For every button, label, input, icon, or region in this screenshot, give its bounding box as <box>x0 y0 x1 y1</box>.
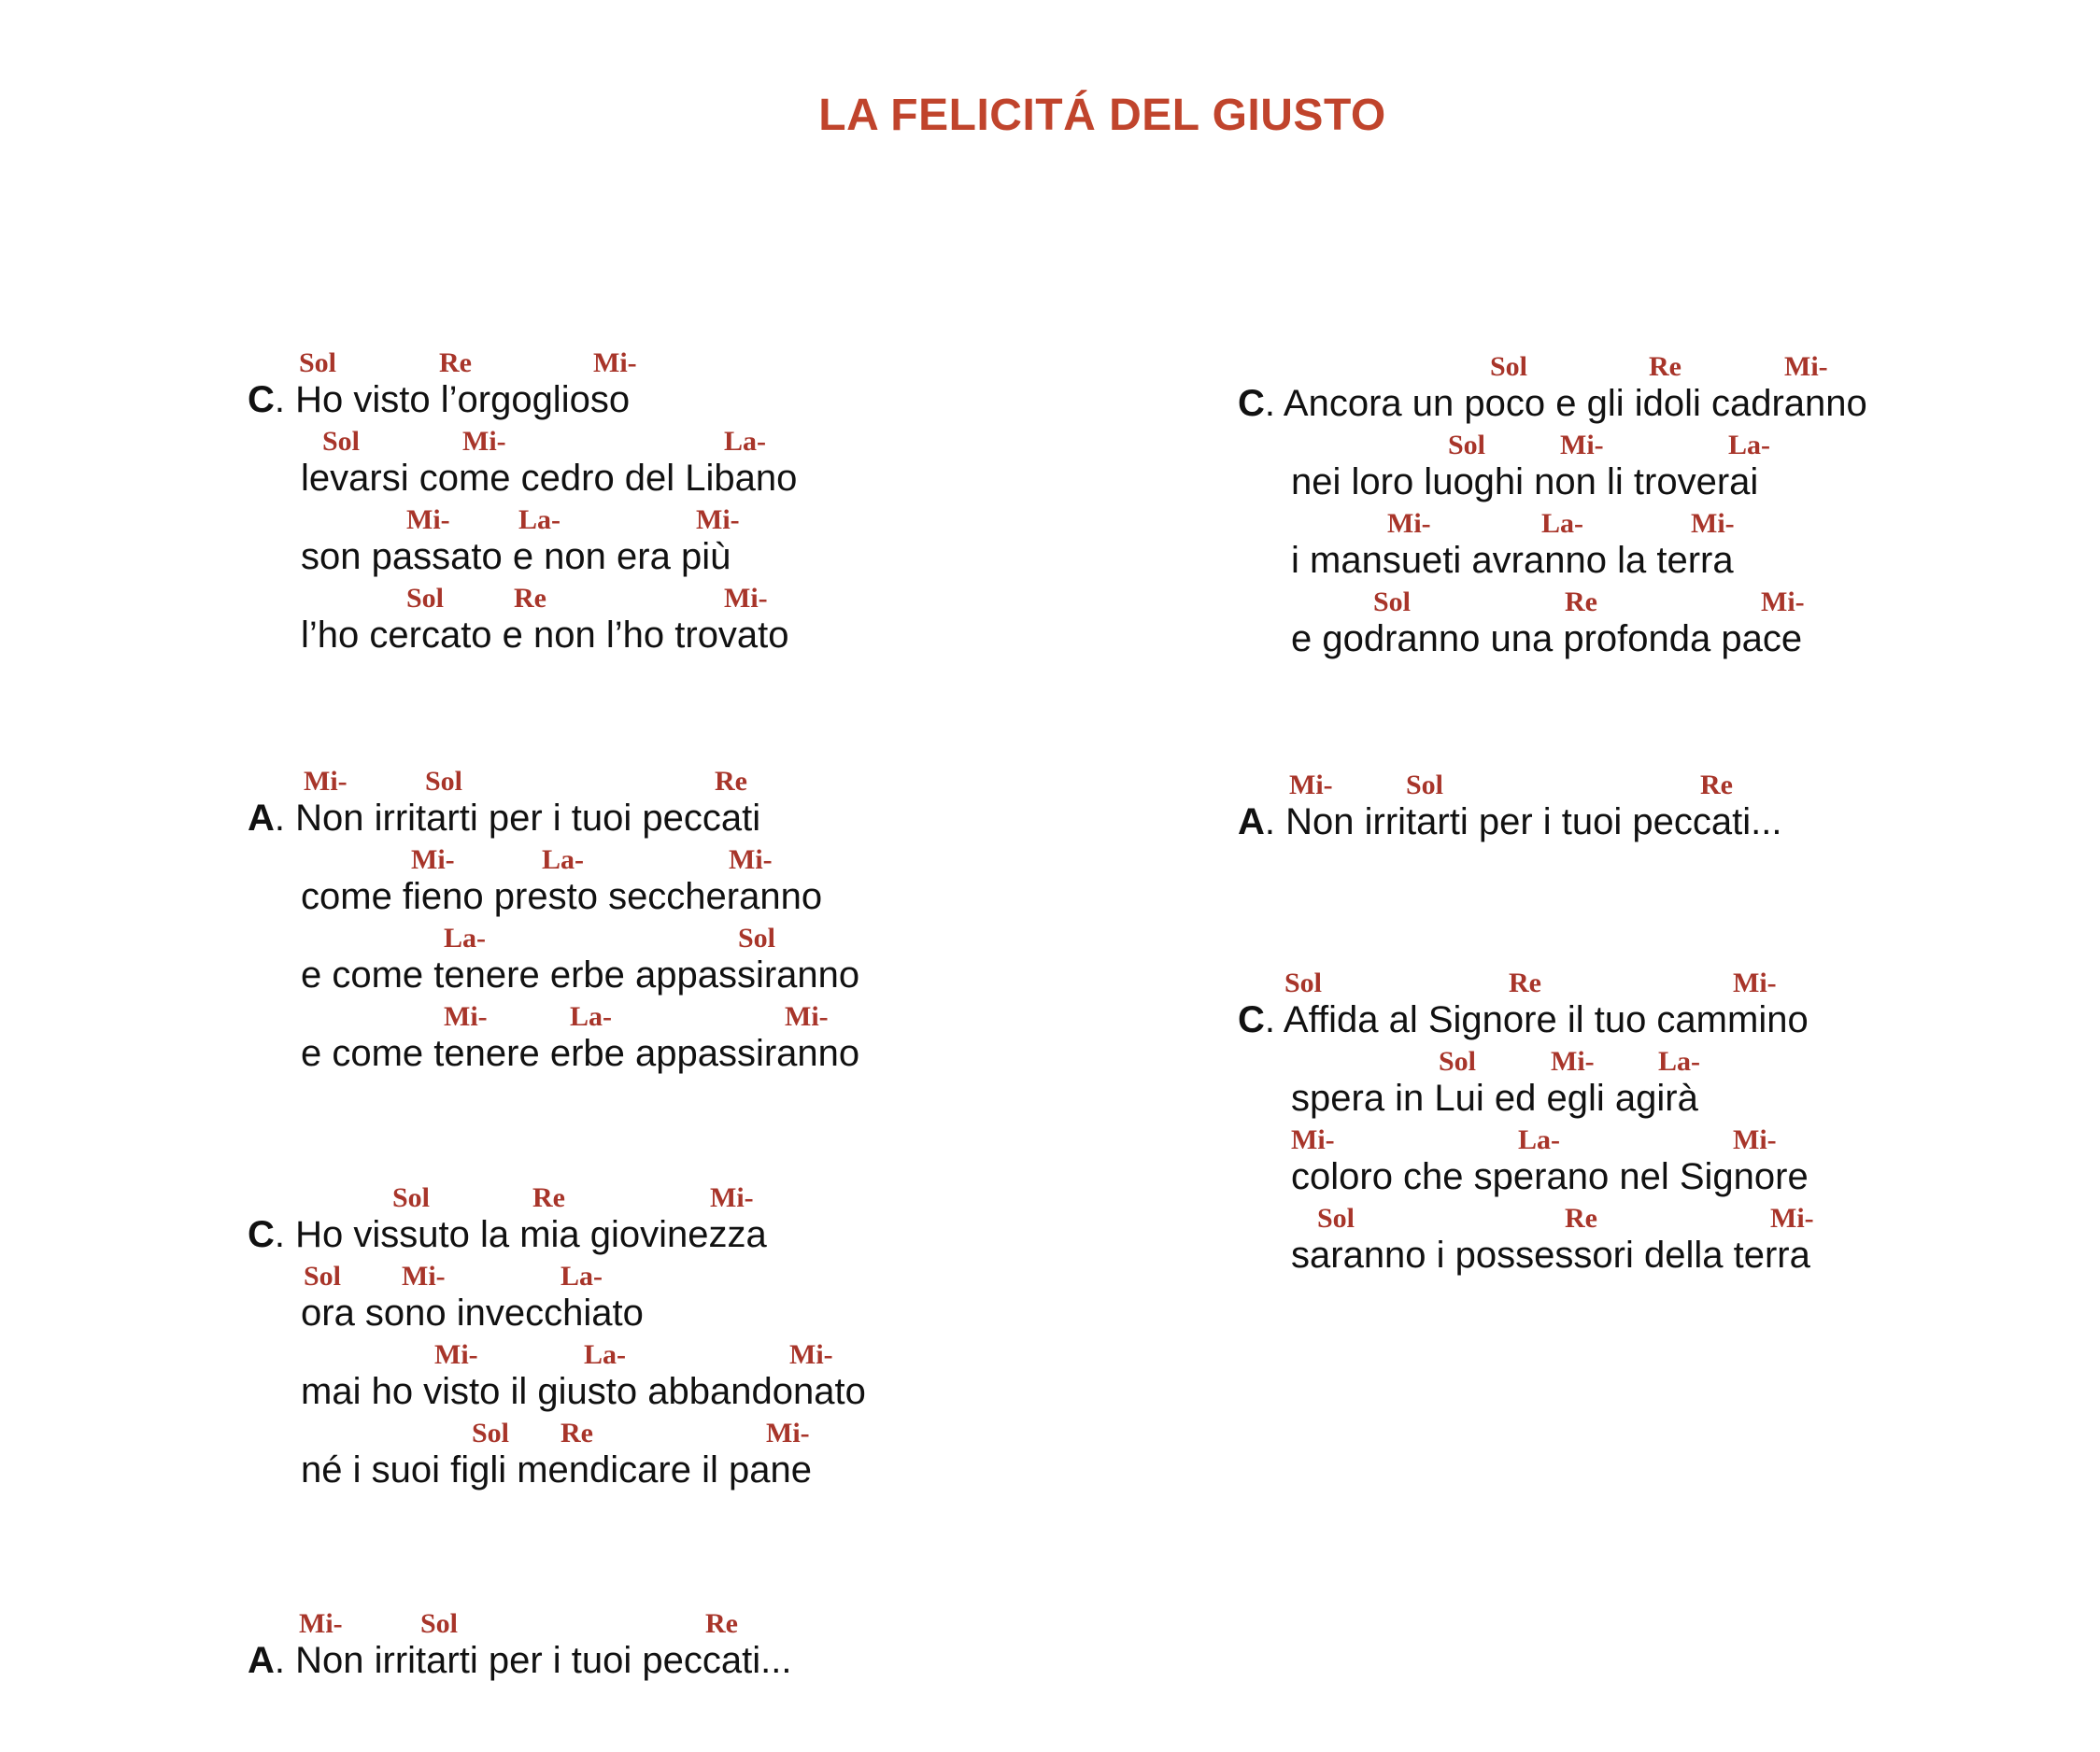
chord-label: Mi- <box>766 1418 810 1448</box>
chord-row <box>248 1261 1088 1293</box>
chord-label: Sol <box>1406 770 1444 800</box>
chord-row <box>1238 586 2079 618</box>
chord-label: Sol <box>299 347 337 378</box>
verse-line <box>1238 1203 2079 1281</box>
chord-label: La- <box>1728 430 1770 460</box>
chord-label: Sol <box>1490 351 1528 382</box>
chord-label: Mi- <box>1387 508 1431 539</box>
chord-label: Re <box>560 1418 593 1448</box>
lyric-text: e come tenere erbe appassiranno <box>301 954 860 996</box>
chord-label: Mi- <box>406 504 450 535</box>
section-marker: C <box>1238 383 1265 424</box>
lyric-line: Ho visto l’orgoglioso <box>295 379 631 420</box>
lyric-text <box>1238 801 1781 843</box>
lyric-text <box>248 798 760 840</box>
chord-label: Mi- <box>1289 770 1333 800</box>
chord-label: Mi- <box>710 1182 754 1213</box>
verse-line <box>248 583 1088 661</box>
section-marker-dot: . <box>1264 999 1284 1040</box>
section-marker-dot: . <box>1264 383 1284 424</box>
chord-label: Mi- <box>299 1608 343 1639</box>
chord-label: Mi- <box>444 1001 488 1032</box>
verse-line <box>248 504 1088 583</box>
chord-label: Mi- <box>411 844 455 875</box>
chord-label: Sol <box>1448 430 1486 460</box>
chord-label: Mi- <box>402 1261 446 1292</box>
chord-label: Mi- <box>1560 430 1604 460</box>
lyric-text: i mansueti avranno la terra <box>1291 540 1734 581</box>
section-marker: A <box>248 798 275 839</box>
verse-line <box>248 1001 1088 1080</box>
lyric-text: come fieno presto seccheranno <box>301 876 823 917</box>
chord-label: La- <box>1518 1124 1560 1155</box>
lyric-text: nei loro luoghi non li troverai <box>1291 461 1759 502</box>
chord-label: La- <box>542 844 584 875</box>
lyric-text <box>1238 999 1809 1041</box>
section-marker: A <box>248 1640 275 1681</box>
chord-label: Mi- <box>1784 351 1828 382</box>
verse-line <box>248 766 1088 844</box>
chord-label: Sol <box>420 1608 459 1639</box>
verse-line <box>248 426 1088 504</box>
verse-line <box>248 1261 1088 1339</box>
lyric-line: Non irritarti per i tuoi peccati... <box>295 1640 792 1681</box>
verse-line <box>1238 430 2079 508</box>
chord-label: Re <box>1565 586 1597 617</box>
chord-row <box>1238 1046 2079 1078</box>
chord-label: Mi- <box>593 347 637 378</box>
chord-row <box>248 1608 1088 1640</box>
verse-line <box>1238 1124 2079 1203</box>
chord-label: Mi- <box>304 766 348 797</box>
section-marker: C <box>1238 999 1265 1040</box>
chord-label: Sol <box>425 766 463 797</box>
chord-label: Sol <box>322 426 361 457</box>
chord-label: Sol <box>738 923 776 954</box>
chord-label: Re <box>1700 770 1733 800</box>
chord-label: Sol <box>304 1261 342 1292</box>
verse-line <box>248 1182 1088 1261</box>
verse-line <box>248 1418 1088 1496</box>
verse-line <box>1238 508 2079 586</box>
chord-label: La- <box>724 426 766 457</box>
section-marker: C <box>248 1214 275 1255</box>
chord-label: Mi- <box>1691 508 1735 539</box>
section-marker-dot: . <box>1264 801 1286 842</box>
section-marker-dot: . <box>274 1214 296 1255</box>
chord-row <box>1238 968 2079 999</box>
lyric-line: Ancora un poco e gli idoli cadranno <box>1283 383 1867 424</box>
chord-label: Mi- <box>696 504 740 535</box>
lyric-text: ora sono invecchiato <box>301 1293 644 1334</box>
chord-row <box>248 1418 1088 1449</box>
chord-label: Re <box>532 1182 565 1213</box>
lyric-text: saranno i possessori della terra <box>1291 1235 1810 1276</box>
verse-line <box>248 844 1088 923</box>
section-marker-dot: . <box>274 1640 296 1681</box>
verse-line <box>1238 1046 2079 1124</box>
chord-row <box>1238 508 2079 540</box>
chord-row <box>1238 430 2079 461</box>
chord-label: Sol <box>1439 1046 1477 1077</box>
lyric-text <box>248 379 630 421</box>
lyric-text <box>1238 383 1867 425</box>
verse-line <box>248 1608 1088 1687</box>
lyric-text: né i suoi figli mendicare il pane <box>301 1449 812 1491</box>
chord-row <box>1238 351 2079 383</box>
chord-label: Mi- <box>1761 586 1805 617</box>
chord-label: Mi- <box>434 1339 478 1370</box>
lyric-line: Ho vissuto la mia giovinezza <box>295 1214 767 1255</box>
chord-label: Re <box>1649 351 1681 382</box>
chord-label: Mi- <box>729 844 773 875</box>
lyric-text <box>248 1640 791 1682</box>
lyric-line: Non irritarti per i tuoi peccati <box>295 798 761 839</box>
chord-label: La- <box>444 923 486 954</box>
chord-label: Sol <box>1284 968 1323 998</box>
lyric-text: son passato e non era più <box>301 536 731 577</box>
chord-label: Re <box>705 1608 738 1639</box>
section-marker-dot: . <box>274 379 296 420</box>
chord-label: Re <box>439 347 472 378</box>
chord-row <box>248 923 1088 954</box>
chord-label: La- <box>560 1261 603 1292</box>
song-title: LA FELICITÁ DEL GIUSTO <box>818 91 1386 140</box>
lyric-text: l’ho cercato e non l’ho trovato <box>301 615 789 656</box>
chord-label: Re <box>514 583 546 614</box>
chord-label: Mi- <box>1551 1046 1595 1077</box>
chord-label: Mi- <box>462 426 506 457</box>
lyric-text: mai ho visto il giusto abbandonato <box>301 1371 866 1412</box>
section-marker: A <box>1238 801 1265 842</box>
chord-row <box>248 583 1088 615</box>
chord-label: Mi- <box>1733 1124 1777 1155</box>
verse-line <box>1238 770 2079 848</box>
lyric-text: e come tenere erbe appassiranno <box>301 1033 860 1074</box>
lyric-text: levarsi come cedro del Libano <box>301 458 798 499</box>
chord-label: Mi- <box>1733 968 1777 998</box>
chord-label: La- <box>1658 1046 1700 1077</box>
chord-label: Sol <box>406 583 445 614</box>
chord-label: La- <box>518 504 560 535</box>
chord-label: La- <box>570 1001 612 1032</box>
chord-label: Mi- <box>1291 1124 1335 1155</box>
lyric-line: Affida al Signore il tuo cammino <box>1283 999 1809 1040</box>
verse-line <box>248 347 1088 426</box>
chord-row <box>248 1182 1088 1214</box>
chord-row <box>248 347 1088 379</box>
verse-line <box>248 923 1088 1001</box>
chord-label: La- <box>1541 508 1583 539</box>
chord-label: Sol <box>1317 1203 1355 1234</box>
verse-line <box>1238 586 2079 665</box>
chord-row <box>248 426 1088 458</box>
chord-label: Sol <box>1373 586 1412 617</box>
chord-label: Mi- <box>724 583 768 614</box>
chord-row <box>1238 1203 2079 1235</box>
chord-row <box>248 1001 1088 1033</box>
chord-row <box>248 504 1088 536</box>
chord-row <box>1238 1124 2079 1156</box>
chord-label: Mi- <box>785 1001 829 1032</box>
verse-line <box>1238 968 2079 1046</box>
chord-label: Re <box>1509 968 1541 998</box>
chord-label: Re <box>715 766 747 797</box>
verse-line <box>248 1339 1088 1418</box>
verse-line <box>1238 351 2079 430</box>
chord-row <box>248 1339 1088 1371</box>
lyric-line: Non irritarti per i tuoi peccati... <box>1285 801 1782 842</box>
lyric-text: e godranno una profonda pace <box>1291 618 1803 659</box>
section-marker-dot: . <box>274 798 296 839</box>
chord-label: Re <box>1565 1203 1597 1234</box>
chord-label: Sol <box>472 1418 510 1448</box>
chord-label: Mi- <box>789 1339 833 1370</box>
chord-label: Sol <box>392 1182 431 1213</box>
lyric-text <box>248 1214 767 1256</box>
section-marker: C <box>248 379 275 420</box>
chord-row <box>1238 770 2079 801</box>
chord-label: La- <box>584 1339 626 1370</box>
chord-row <box>248 844 1088 876</box>
lyric-text: coloro che sperano nel Signore <box>1291 1156 1809 1197</box>
chord-label: Mi- <box>1770 1203 1814 1234</box>
chord-row <box>248 766 1088 798</box>
lyric-text: spera in Lui ed egli agirà <box>1291 1078 1698 1119</box>
